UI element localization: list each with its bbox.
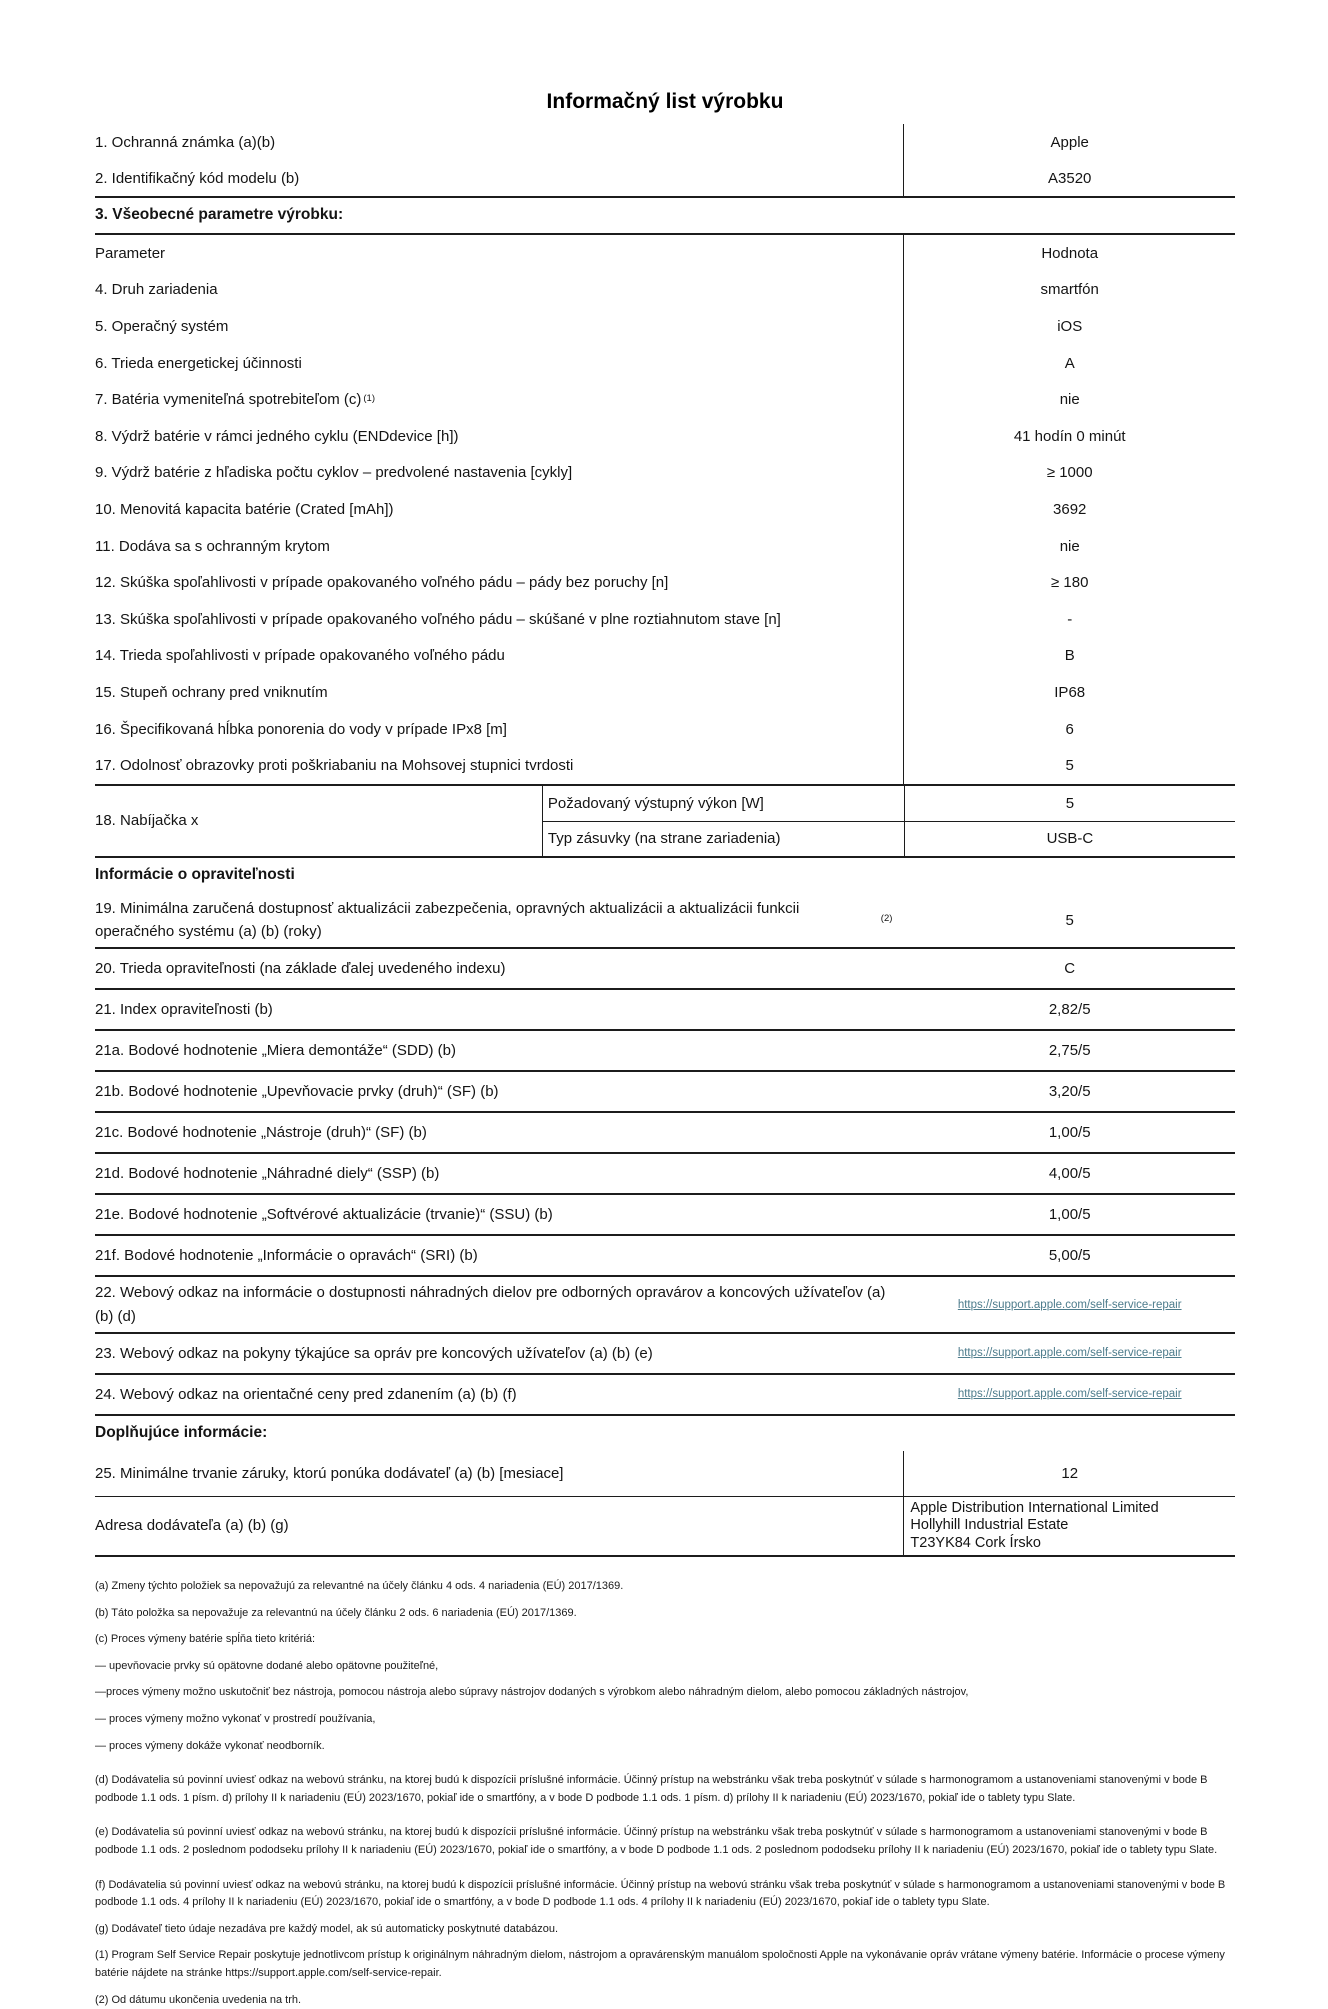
row-label: 21e. Bodové hodnotenie „Softvérové aktualizácie (trvanie)“ (SSU) (b) bbox=[95, 1206, 553, 1224]
row-value: Apple bbox=[1050, 133, 1089, 151]
repairability-table bbox=[95, 893, 1235, 1416]
row-label: 22. Webový odkaz na informácie o dostupnosti náhradných dielov pre odborných opravárov a koncových užívateľov (a) (b) (d) bbox=[95, 1284, 886, 1325]
row-value: 1,00/5 bbox=[1048, 1206, 1091, 1224]
row-value: A bbox=[1064, 354, 1075, 372]
row-label: 8. Výdrž batérie v rámci jedného cyklu (ENDdevice [h]) bbox=[95, 418, 904, 455]
row-label: 9. Výdrž batérie z hľadiska počtu cyklov – predvolené nastavenia [cykly] bbox=[95, 455, 904, 492]
row-label: 21f. Bodové hodnotenie „Informácie o opravách“ (SRI) (b) bbox=[95, 1247, 478, 1265]
row-label: 24. Webový odkaz na orientačné ceny pred zdanením (a) (b) (f) bbox=[95, 1385, 517, 1403]
footnote: (e) Dodávatelia sú povinní uviesť odkaz na webovú stránku, na ktorej budú k dispozícii príslušné informácie. Účinný prístup na webstránku však treba poskytnúť v súlade s harmonogramom a ustanoveniami stanovenými v bode B podbode 1.1 ods. 2 poslednom pododseku prílohy II k nariadeniu (EÚ) 2023/1670, pokiaľ ide o smartfóny, a v bode D podbode 1.1 ods. 2 poslednom pododseku prílohy II k nariadeniu (EÚ) 2023/1670, pokiaľ ide o tablety typu Slate. bbox=[95, 1826, 1218, 1857]
row-label: 14. Trieda spoľahlivosti v prípade opakovaného voľného pádu bbox=[95, 638, 904, 675]
supplier-address-row bbox=[95, 1496, 1235, 1557]
row-value: 5 bbox=[1065, 911, 1074, 929]
table-row bbox=[95, 308, 1235, 345]
row-value: C bbox=[1064, 960, 1076, 978]
row-value: A3520 bbox=[1048, 169, 1092, 187]
footnote-marker: (1) bbox=[363, 393, 375, 405]
table-row bbox=[95, 990, 1235, 1031]
footnote: (d) Dodávatelia sú povinní uviesť odkaz na webovú stránku, na ktorej budú k dispozícii príslušné informácie. Účinný prístup na webstránku však treba poskytnúť v súlade s harmonogramom a ustanoveniami stanovenými v bode B podbode 1.1 ods. 1 písm. d) prílohy II k nariadeniu (EÚ) 2023/1670, pokiaľ ide o smartfóny, a v bode D podbode 1.1 ods. 1 písm. d) prílohy II k nariadeniu (EÚ) 2023/1670, pokiaľ ide o tablety typu Slate. bbox=[95, 1774, 1208, 1804]
row-value: 1,00/5 bbox=[1048, 1124, 1091, 1142]
identity-table bbox=[95, 122, 1235, 198]
row-label: 2. Identifikačný kód modelu (b) bbox=[95, 160, 904, 196]
footnote: —proces výmeny možno uskutočniť bez nástroja, pomocou nástroja alebo súpravy nástrojov dodaných s výrobkom alebo náhradným dielom, alebo pomocou základných nástrojov, bbox=[95, 1686, 969, 1699]
row-value: USB-C bbox=[1046, 830, 1094, 848]
row-value: iOS bbox=[1057, 317, 1083, 335]
table-row bbox=[95, 1072, 1235, 1113]
table-row bbox=[95, 1195, 1235, 1236]
table-row bbox=[95, 381, 1235, 418]
section-header-supplementary: Doplňujúce informácie: bbox=[95, 1423, 268, 1441]
charger-subtable bbox=[542, 786, 1235, 856]
table-row bbox=[95, 674, 1235, 711]
row-label: 1. Ochranná známka (a)(b) bbox=[95, 124, 904, 160]
row-label: 23. Webový odkaz na pokyny týkajúce sa opráv pre koncových užívateľov (a) (b) (e) bbox=[95, 1344, 653, 1362]
footnote: — proces výmeny možno vykonať v prostredí používania, bbox=[95, 1713, 376, 1726]
row-value: 5,00/5 bbox=[1048, 1247, 1091, 1265]
address-line: Hollyhill Industrial Estate bbox=[910, 1517, 1069, 1534]
column-header-value: Hodnota bbox=[1041, 244, 1099, 262]
table-header-row bbox=[95, 235, 1235, 272]
row-value: B bbox=[1064, 647, 1075, 665]
section-header-general-parameters: 3. Všeobecné parametre výrobku: bbox=[95, 198, 1235, 235]
footnote: (g) Dodávateľ tieto údaje nezadáva pre každý model, ak sú automaticky poskytnuté databázou. bbox=[95, 1922, 559, 1935]
page-title: Informačný list výrobku bbox=[546, 90, 784, 113]
row-label: 5. Operačný systém bbox=[95, 308, 904, 345]
row-label: 18. Nabíjačka x bbox=[95, 812, 199, 830]
general-parameters-table bbox=[95, 235, 1235, 784]
table-row bbox=[95, 528, 1235, 565]
table-row bbox=[95, 1113, 1235, 1154]
row-value: 4,00/5 bbox=[1048, 1165, 1091, 1183]
supplier-address bbox=[904, 1497, 1235, 1555]
table-row bbox=[95, 711, 1235, 748]
section-header-repairability: Informácie o opraviteľnosti bbox=[95, 865, 295, 883]
row-label: 21d. Bodové hodnotenie „Náhradné diely“ (SSP) (b) bbox=[95, 1165, 440, 1183]
footnote-marker: (2) bbox=[880, 912, 893, 924]
footnote: — proces výmeny dokáže vykonať neodborník. bbox=[95, 1739, 325, 1752]
table-row bbox=[95, 949, 1235, 990]
repair-instructions-link[interactable]: https://support.apple.com/self-service-repair bbox=[957, 1347, 1182, 1360]
pretax-prices-link[interactable]: https://support.apple.com/self-service-repair bbox=[957, 1388, 1182, 1401]
row-value bbox=[904, 1375, 1235, 1414]
table-row bbox=[95, 455, 1235, 492]
row-value: 3,20/5 bbox=[1048, 1083, 1091, 1101]
table-row bbox=[95, 1334, 1235, 1375]
table-row bbox=[95, 1236, 1235, 1277]
footnotes bbox=[95, 1557, 1235, 2009]
row-value: 41 hodín 0 minút bbox=[1013, 427, 1126, 445]
row-value: 6 bbox=[1065, 720, 1074, 738]
row-label: 15. Stupeň ochrany pred vniknutím bbox=[95, 674, 904, 711]
row-value: ≥ 1000 bbox=[1046, 464, 1093, 482]
row-label: 4. Druh zariadenia bbox=[95, 272, 904, 309]
row-value: 12 bbox=[1061, 1464, 1079, 1482]
table-row bbox=[95, 638, 1235, 675]
row-value: 2,82/5 bbox=[1048, 1001, 1091, 1019]
row-value: smartfón bbox=[1040, 281, 1099, 299]
row-label: 6. Trieda energetickej účinnosti bbox=[95, 345, 904, 382]
row-label bbox=[95, 893, 904, 948]
row-label bbox=[95, 381, 904, 418]
table-row bbox=[95, 1154, 1235, 1195]
warranty-row bbox=[95, 1451, 1235, 1496]
charger-row bbox=[95, 784, 1235, 858]
row-label: 12. Skúška spoľahlivosti v prípade opakovaného voľného pádu – pády bez poruchy [n] bbox=[95, 564, 904, 601]
table-row bbox=[95, 272, 1235, 309]
row-label: 13. Skúška spoľahlivosti v prípade opakovaného voľného pádu – skúšané v plne roztiahnutom stave [n] bbox=[95, 601, 904, 638]
row-value: nie bbox=[1059, 537, 1080, 555]
row-value: 5 bbox=[1065, 757, 1074, 775]
row-value: 5 bbox=[1065, 794, 1075, 812]
table-row bbox=[95, 418, 1235, 455]
table-row bbox=[95, 345, 1235, 382]
row-label: 21c. Bodové hodnotenie „Nástroje (druh)“ (SF) (b) bbox=[95, 1124, 427, 1142]
footnote: (b) Táto položka sa nepovažuje za relevantnú na účely článku 2 ods. 6 nariadenia (EÚ) 2017/1369. bbox=[95, 1606, 577, 1619]
footnote: (2) Od dátumu ukončenia uvedenia na trh. bbox=[95, 1993, 302, 2006]
table-row bbox=[95, 747, 1235, 784]
footnote: (f) Dodávatelia sú povinní uviesť odkaz na webovú stránku, na ktorej budú k dispozícii príslušné informácie. Účinný prístup na webovú stránku však treba poskytnúť v súlade s harmonogramom a ustanoveniami stanovenými v bode B podbode 1.1 ods. 4 prílohy II k nariadeniu (EÚ) 2023/1670, pokiaľ ide o smartfóny, a v bode D podbode 1.1 ods. 4 prílohy II k nariadeniu (EÚ) 2023/1670, pokiaľ ide o tablety typu Slate. bbox=[95, 1878, 1226, 1909]
spare-parts-availability-link[interactable]: https://support.apple.com/self-service-repair bbox=[957, 1298, 1182, 1311]
address-line: T23YK84 Cork Írsko bbox=[910, 1534, 1041, 1551]
row-label: 21a. Bodové hodnotenie „Miera demontáže“ (SDD) (b) bbox=[95, 1042, 457, 1060]
row-value: 3692 bbox=[1053, 500, 1087, 518]
row-label: 11. Dodáva sa s ochranným krytom bbox=[95, 528, 904, 565]
row-value bbox=[904, 1277, 1235, 1332]
row-label-text: 19. Minimálna zaručená dostupnosť aktualizácii zabezpečenia, opravných aktualizácii a aktualizácii funkcii operačného systému (a) (b) (roky) bbox=[95, 899, 800, 941]
row-label: 20. Trieda opraviteľnosti (na základe ďalej uvedeného indexu) bbox=[95, 960, 506, 978]
table-row bbox=[543, 821, 1235, 856]
row-label: Typ zásuvky (na strane zariadenia) bbox=[543, 822, 905, 856]
table-row bbox=[95, 893, 1235, 950]
row-value bbox=[904, 1334, 1235, 1373]
table-row bbox=[95, 1375, 1235, 1416]
table-row bbox=[95, 1031, 1235, 1072]
address-line: Apple Distribution International Limited bbox=[910, 1499, 1159, 1516]
supplementary-section bbox=[95, 1416, 1235, 1557]
table-row bbox=[95, 1277, 1235, 1334]
row-label: Adresa dodávateľa (a) (b) (g) bbox=[95, 1497, 904, 1555]
row-label: 10. Menovitá kapacita batérie (Crated [mAh]) bbox=[95, 491, 904, 528]
row-value: nie bbox=[1059, 391, 1080, 409]
row-label: 17. Odolnosť obrazovky proti poškriabaniu na Mohsovej stupnici tvrdosti bbox=[95, 747, 904, 784]
footnote: (1) Program Self Service Repair poskytuje jednotlivcom prístup k originálnym náhradným dielom, nástrojom a opravárenským manuálom spoločnosti Apple na vykonávanie opráv vrátane výmeny batérie. Informácie o procese výmeny batérie nájdete na stránke https://support.apple.com/self-service-repair. bbox=[95, 1949, 1225, 1979]
table-row bbox=[95, 491, 1235, 528]
row-label: 21b. Bodové hodnotenie „Upevňovacie prvky (druh)“ (SF) (b) bbox=[95, 1083, 499, 1101]
row-label: 16. Špecifikovaná hĺbka ponorenia do vody v prípade IPx8 [m] bbox=[95, 711, 904, 748]
row-value: IP68 bbox=[1054, 683, 1086, 701]
row-label-text: 7. Batéria vymeniteľná spotrebiteľom (c) bbox=[95, 391, 362, 409]
row-label: 21. Index opraviteľnosti (b) bbox=[95, 1001, 273, 1019]
footnote: — upevňovacie prvky sú opätovne dodané alebo opätovne použiteľné, bbox=[95, 1659, 439, 1672]
column-header-parameter: Parameter bbox=[95, 235, 904, 272]
row-value: - bbox=[1067, 610, 1073, 628]
table-row bbox=[95, 564, 1235, 601]
row-label: 25. Minimálne trvanie záruky, ktorú ponúka dodávateľ (a) (b) [mesiace] bbox=[95, 1451, 904, 1496]
table-row bbox=[95, 124, 1235, 160]
row-value: 2,75/5 bbox=[1048, 1042, 1091, 1060]
row-label: Požadovaný výstupný výkon [W] bbox=[543, 786, 905, 821]
footnote: (c) Proces výmeny batérie spĺňa tieto kritériá: bbox=[95, 1633, 316, 1646]
table-row bbox=[95, 601, 1235, 638]
table-row bbox=[95, 160, 1235, 196]
table-row bbox=[543, 786, 1235, 821]
row-value: ≥ 180 bbox=[1050, 574, 1089, 592]
footnote: (a) Zmeny týchto položiek sa nepovažujú za relevantné na účely článku 4 ods. 4 nariadenia (EÚ) 2017/1369. bbox=[95, 1580, 624, 1593]
